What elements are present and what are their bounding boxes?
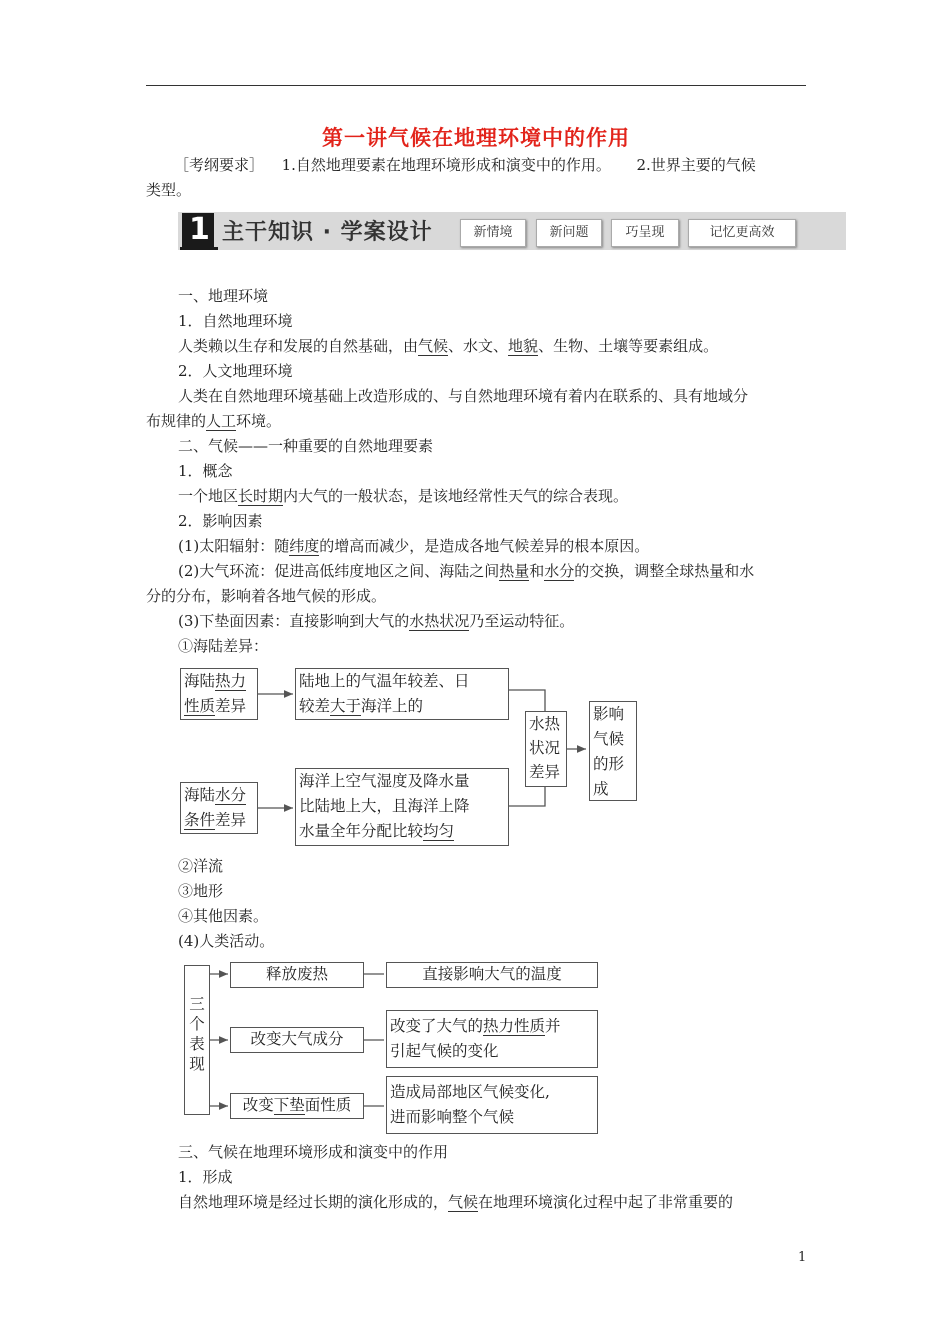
hydrothermal-diff-box — [525, 711, 567, 787]
tag-memory: 记忆更高效 — [688, 219, 796, 247]
text: 进而影响整个气候 — [390, 1108, 515, 1126]
answer-blank: 性质 — [184, 697, 216, 715]
local-climate-change-box — [386, 1076, 598, 1134]
answer-blank: 下垫 — [273, 1096, 305, 1114]
text: 海陆 — [184, 672, 216, 690]
factor-3-item4: ④其他因素。 — [178, 907, 269, 925]
text: 气候 — [593, 730, 625, 748]
answer-blank: 均匀 — [423, 822, 455, 840]
text: 乃至运动特征。 — [469, 612, 575, 630]
text: 较差 — [299, 697, 331, 715]
three-manifestations-box — [184, 965, 210, 1115]
text: 现 — [189, 1055, 205, 1073]
atmospheric-composition-box: 改变大气成分 — [230, 1027, 364, 1053]
text: 布规律的 — [146, 412, 207, 430]
page-number: 1 — [798, 1250, 807, 1265]
s2-heading: 二、气候——一种重要的自然地理要素 — [178, 437, 434, 455]
s3-heading: 三、气候在地理环境形成和演变中的作用 — [178, 1143, 449, 1161]
syllabus-line2: 类型。 — [146, 181, 192, 199]
answer-blank: 水分 — [544, 562, 575, 580]
text: 海洋上空气湿度及降水量 — [299, 772, 470, 790]
factor-4: (4)人类活动。 — [178, 932, 275, 950]
tag-new-question: 新问题 — [536, 219, 602, 247]
text: 影响 — [593, 705, 625, 723]
tag-presentation: 巧呈现 — [611, 219, 679, 247]
text: (2)大气环流：促进高低纬度地区之间、海陆之间 — [178, 562, 500, 580]
text: 一个地区 — [178, 487, 239, 505]
s1-heading: 一、地理环境 — [178, 287, 269, 305]
text: 改变了大气的 — [390, 1017, 484, 1035]
text: 在地理环境演化过程中起了非常重要的 — [478, 1193, 734, 1211]
direct-temperature-box: 直接影响大气的温度 — [386, 962, 598, 988]
s2-sub2: 2．影响因素 — [178, 512, 263, 530]
section-number: 1 — [189, 212, 210, 247]
answer-blank: 人工 — [206, 412, 237, 430]
s3-para1 — [178, 1190, 733, 1215]
text: 个 — [189, 1015, 205, 1033]
text: 成 — [593, 780, 609, 798]
s1-para2-line1: 人类在自然地理环境基础上改造形成的、与自然地理环境有着内在联系的、具有地域分 — [178, 387, 749, 405]
factor-3-item1: ①海陆差异： — [178, 637, 269, 655]
answer-blank: 地貌 — [508, 337, 539, 355]
text: 状况 — [529, 739, 561, 757]
answer-blank: 长时期 — [238, 487, 284, 505]
text: 、生物、土壤等要素组成。 — [538, 337, 719, 355]
s1-sub2: 2．人文地理环境 — [178, 362, 293, 380]
connector — [509, 690, 545, 711]
s2-sub1: 1．概念 — [178, 462, 233, 480]
answer-blank: 条件 — [184, 811, 216, 829]
syllabus-label: ［考纲要求］ — [174, 156, 265, 174]
text: 海洋上的 — [361, 697, 424, 715]
factor-2-line2: 分的分布，影响着各地气候的形成。 — [146, 587, 387, 605]
land-sea-thermal-box — [180, 668, 258, 720]
answer-blank: 纬度 — [289, 537, 320, 555]
text: 的形 — [593, 755, 625, 773]
text: 并 — [545, 1017, 561, 1035]
text: 水量全年分配比较 — [299, 822, 424, 840]
text: 的交换，调整全球热量和水 — [574, 562, 755, 580]
banner-title: 主干知识 · 学案设计 — [222, 220, 433, 245]
answer-blank: 气候 — [418, 337, 449, 355]
text: 引起气候的变化 — [390, 1042, 499, 1060]
s1-sub1: 1．自然地理环境 — [178, 312, 293, 330]
text: 环境。 — [236, 412, 282, 430]
text: 比陆地上大，且海洋上降 — [299, 797, 470, 815]
text: 海陆 — [184, 786, 216, 804]
text: 人类赖以生存和发展的自然基础，由 — [178, 337, 419, 355]
s3-sub1: 1．形成 — [178, 1168, 233, 1186]
text: 的增高而减少，是造成各地气候差异的根本原因。 — [319, 537, 650, 555]
temperature-range-box — [295, 668, 509, 720]
connector — [509, 787, 545, 806]
page-title: 第一讲气候在地理环境中的作用 — [322, 125, 630, 150]
answer-blank: 热量 — [499, 562, 530, 580]
waste-heat-box: 释放废热 — [230, 962, 364, 988]
answer-blank: 水热状况 — [409, 612, 470, 630]
text: 表 — [189, 1035, 205, 1053]
land-sea-moisture-box — [180, 782, 258, 834]
text: 、水文、 — [448, 337, 509, 355]
text: 差异 — [215, 697, 247, 715]
text: 陆地上的气温年较差、日 — [299, 672, 470, 690]
text: 差异 — [215, 811, 247, 829]
answer-blank: 热力性质 — [483, 1017, 546, 1035]
syllabus-item2: 2.世界主要的气候 — [636, 156, 756, 174]
text: 自然地理环境是经过长期的演化形成的， — [178, 1193, 449, 1211]
text: (3)下垫面因素：直接影响到大气的 — [178, 612, 410, 630]
text: 三 — [189, 995, 205, 1013]
factor-3-item2: ②洋流 — [178, 857, 224, 875]
thermal-property-change-box — [386, 1010, 598, 1068]
tag-new-context: 新情境 — [460, 219, 526, 247]
factor-3-item3: ③地形 — [178, 882, 224, 900]
text: 水热 — [529, 715, 561, 733]
answer-blank: 热力 — [215, 672, 247, 690]
text: (1)太阳辐射：随 — [178, 537, 290, 555]
answer-blank: 大于 — [330, 697, 362, 715]
text: 面性质 — [304, 1096, 352, 1114]
text: 内大气的一般状态，是该地经常性天气的综合表现。 — [283, 487, 629, 505]
underlying-surface-box — [230, 1093, 364, 1119]
answer-blank: 气候 — [448, 1193, 479, 1211]
text: 改变 — [242, 1096, 274, 1114]
text: 和 — [529, 562, 545, 580]
syllabus-item1: 1.自然地理要素在地理环境形成和演变中的作用。 — [281, 156, 611, 174]
text: 造成局部地区气候变化, — [390, 1083, 550, 1101]
text: 差异 — [529, 763, 561, 781]
humidity-precipitation-box — [295, 768, 509, 846]
climate-formation-box — [589, 701, 637, 801]
answer-blank: 水分 — [215, 786, 247, 804]
